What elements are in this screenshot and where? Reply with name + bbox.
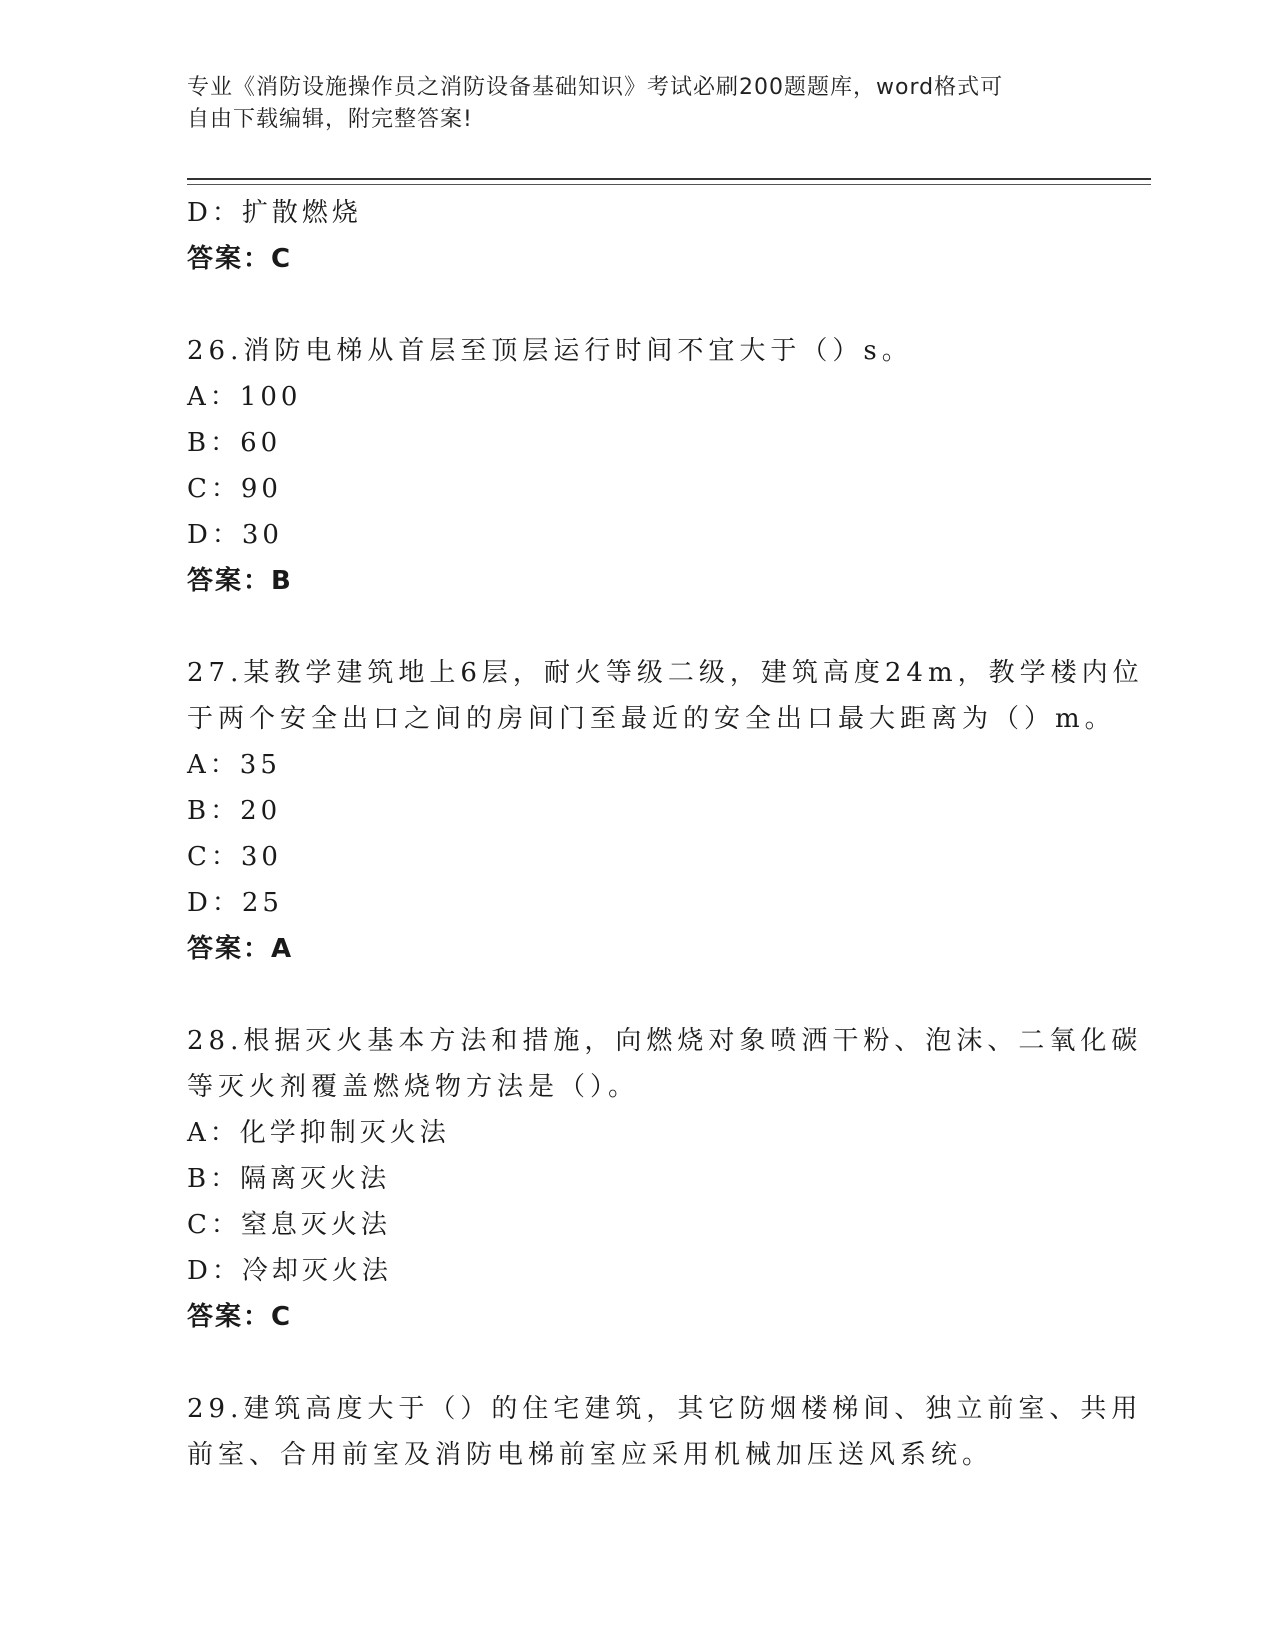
header-line-1: 专业《消防设施操作员之消防设备基础知识》考试必刷200题题库，word格式可 xyxy=(187,75,1004,100)
spacer xyxy=(187,282,1067,328)
header-rule-thin xyxy=(187,184,1151,185)
option-b: B：60 xyxy=(187,428,282,458)
question-text: 26.消防电梯从首层至顶层运行时间不宜大于（）s。 xyxy=(187,336,913,366)
spacer xyxy=(187,604,1067,650)
option-b: B：隔离灭火法 xyxy=(187,1164,391,1194)
question-text-continued: 等灭火剂覆盖燃烧物方法是（）。 xyxy=(187,1072,640,1102)
option-c: C：30 xyxy=(187,842,282,872)
question-block-26 xyxy=(187,328,1067,604)
answer-line: 答案：B xyxy=(187,566,293,596)
answer-line: 答案：C xyxy=(187,244,293,274)
question-text-continued: 于两个安全出口之间的房间门至最近的安全出口最大距离为（）m。 xyxy=(187,704,1116,734)
option-d: D：25 xyxy=(187,888,283,918)
question-block-27 xyxy=(187,650,1144,972)
spacer xyxy=(187,1340,1067,1386)
answer-line: 答案：C xyxy=(187,1302,293,1332)
spacer xyxy=(187,972,1067,1018)
option-d: D：扩散燃烧 xyxy=(187,198,362,228)
option-d: D：30 xyxy=(187,520,283,550)
question-block-28 xyxy=(187,1018,1143,1340)
question-text: 27.某教学建筑地上6层，耐火等级二级，建筑高度24m，教学楼内位 xyxy=(187,658,1144,688)
option-a: A：100 xyxy=(187,382,302,412)
option-d: D：冷却灭火法 xyxy=(187,1256,392,1286)
question-text-continued: 前室、合用前室及消防电梯前室应采用机械加压送风系统。 xyxy=(187,1440,994,1470)
question-text: 29.建筑高度大于（）的住宅建筑，其它防烟楼梯间、独立前室、共用 xyxy=(187,1394,1143,1424)
answer-line: 答案：A xyxy=(187,934,294,964)
question-block-29 xyxy=(187,1386,1143,1478)
header-line-2: 自由下载编辑，附完整答案! xyxy=(187,107,473,132)
option-a: A：35 xyxy=(187,750,281,780)
question-list xyxy=(187,190,1144,1478)
header-rule-thick xyxy=(187,178,1151,180)
question-text: 28.根据灭火基本方法和措施，向燃烧对象喷洒干粉、泡沫、二氧化碳 xyxy=(187,1026,1143,1056)
option-c: C：窒息灭火法 xyxy=(187,1210,391,1240)
option-b: B：20 xyxy=(187,796,282,826)
option-a: A：化学抑制灭火法 xyxy=(187,1118,450,1148)
document-header xyxy=(187,72,1067,136)
option-c: C：90 xyxy=(187,474,282,504)
